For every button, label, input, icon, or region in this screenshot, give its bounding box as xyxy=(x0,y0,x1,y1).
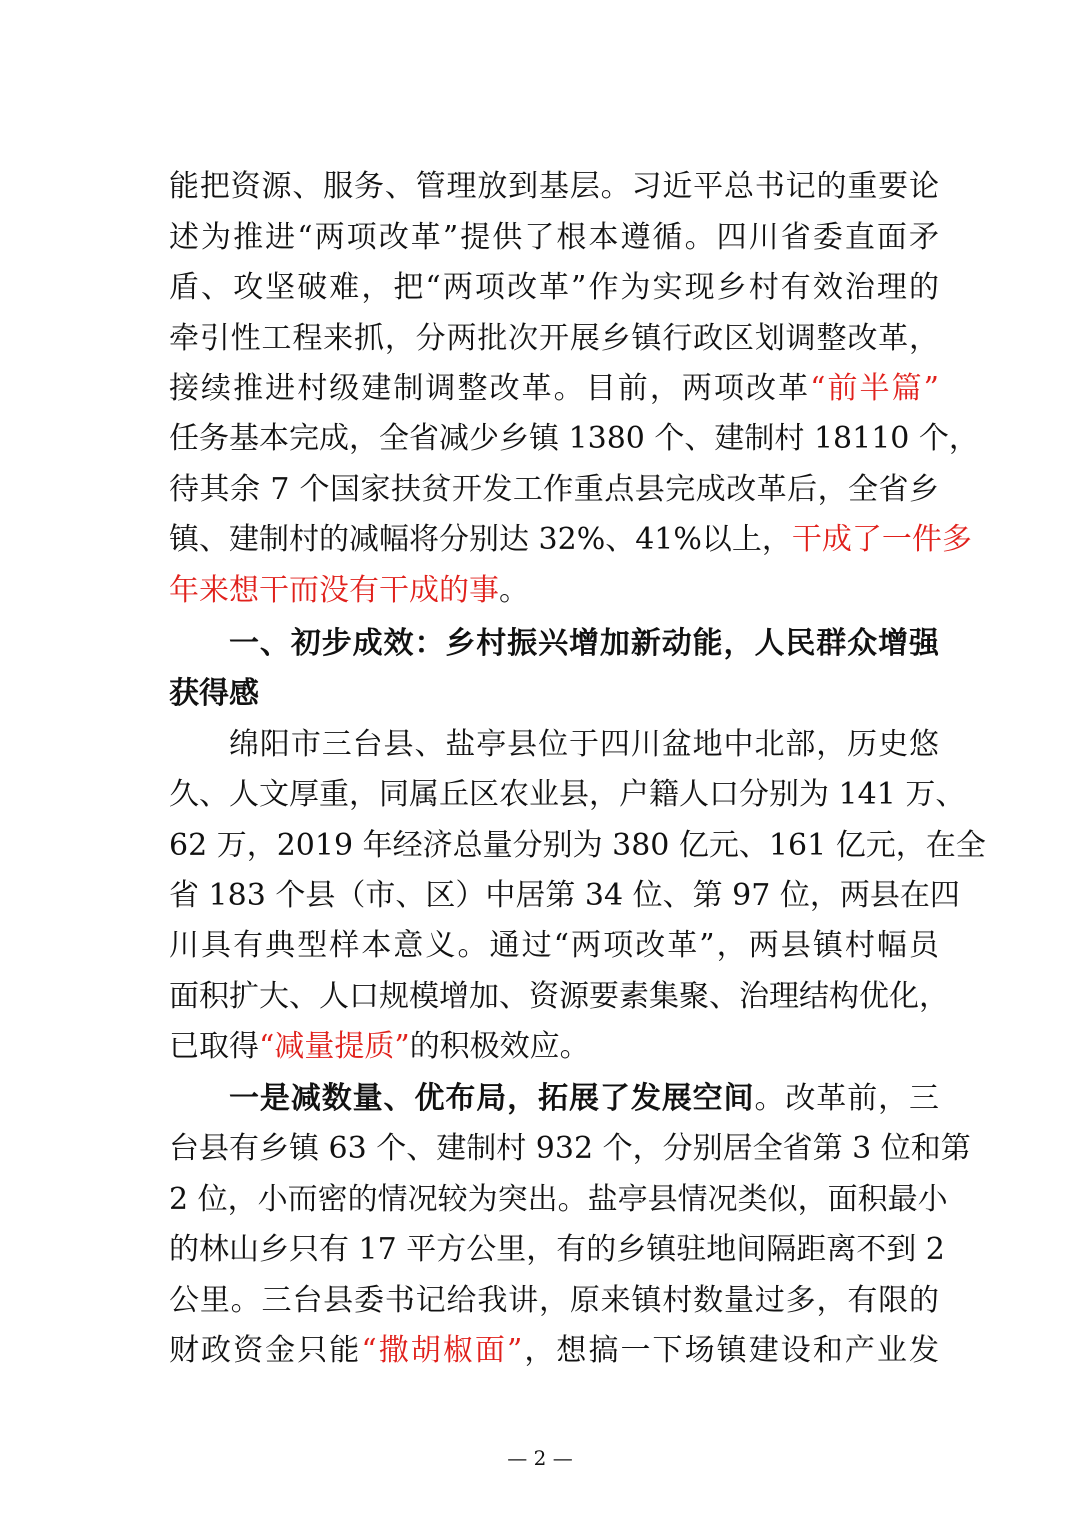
body-line-11 xyxy=(169,769,966,821)
section-heading-line-2 xyxy=(169,668,939,720)
text-segment: 接续推进村级建制调整改革。目前，两项改革 xyxy=(169,371,811,406)
section-heading-line-1 xyxy=(229,618,939,670)
text-segment: 述为推进“两项改革”提供了根本遵循。四川省委直面矛 xyxy=(169,220,939,255)
text-segment: 公里。三台县委书记给我讲，原来镇村数量过多，有限的 xyxy=(169,1283,939,1318)
body-line-1 xyxy=(169,161,939,213)
highlighted-phrase: “撒胡椒面” xyxy=(361,1333,523,1368)
text-segment: 。改革前，三 xyxy=(754,1081,940,1116)
section-heading: 一、初步成效：乡村振兴增加新动能，人民群众增强 xyxy=(229,626,939,661)
body-line-22 xyxy=(169,1325,939,1377)
body-line-5 xyxy=(169,363,939,415)
text-segment: 绵阳市三台县、盐亭县位于四川盆地中北部，历史悠 xyxy=(229,727,939,762)
text-segment: 财政资金只能 xyxy=(169,1333,362,1368)
body-line-15 xyxy=(169,971,949,1023)
section-heading: 获得感 xyxy=(169,676,259,711)
body-line-19 xyxy=(169,1174,948,1226)
body-line-10 xyxy=(229,719,939,771)
page-number: — 2 — xyxy=(507,1446,573,1470)
body-line-21 xyxy=(169,1275,939,1327)
body-line-12 xyxy=(169,820,986,872)
body-line-18 xyxy=(169,1123,971,1175)
body-line-2 xyxy=(169,212,939,264)
text-segment: 面积扩大、人口规模增加、资源要素集聚、治理结构优化， xyxy=(169,979,949,1014)
highlighted-phrase: “前半篇” xyxy=(810,371,939,406)
text-segment: 已取得 xyxy=(169,1029,259,1064)
text-segment: 2 位，小而密的情况较为突出。盐亭县情况类似，面积最小 xyxy=(169,1182,948,1217)
body-line-13 xyxy=(169,870,960,922)
text-segment: 62 万，2019 年经济总量分别为 380 亿元、161 亿元，在全 xyxy=(169,828,986,863)
text-segment: 镇、建制村的减幅将分别达 32%、41%以上， xyxy=(169,522,792,557)
text-segment: 任务基本完成，全省减少乡镇 1380 个、建制村 18110 个， xyxy=(169,421,979,456)
text-segment: 盾、攻坚破难，把“两项改革”作为实现乡村有效治理的 xyxy=(169,270,939,305)
text-segment: 待其余 7 个国家扶贫开发工作重点县完成改革后，全省乡 xyxy=(169,472,939,507)
body-line-6 xyxy=(169,413,979,465)
body-line-7 xyxy=(169,464,939,516)
body-line-17 xyxy=(229,1073,939,1125)
text-segment: 的林山乡只有 17 平方公里，有的乡镇驻地间隔距离不到 2 xyxy=(169,1232,945,1267)
text-segment: 。 xyxy=(499,573,529,608)
highlighted-phrase: 干成了一件多 xyxy=(791,522,972,557)
text-segment: 能把资源、服务、管理放到基层。习近平总书记的重要论 xyxy=(169,169,939,204)
body-line-3 xyxy=(169,262,939,314)
body-line-8 xyxy=(169,514,972,566)
highlighted-phrase: “减量提质” xyxy=(259,1029,410,1064)
body-line-16 xyxy=(169,1021,939,1073)
bold-lead-phrase: 一是减数量、优布局，拓展了发展空间 xyxy=(229,1081,755,1116)
text-segment: 台县有乡镇 63 个、建制村 932 个，分别居全省第 3 位和第 xyxy=(169,1131,971,1166)
text-segment: ，想搞一下场镇建设和产业发 xyxy=(522,1333,939,1368)
text-segment: 牵引性工程来抓，分两批次开展乡镇行政区划调整改革， xyxy=(169,321,939,356)
text-segment: 久、人文厚重，同属丘区农业县，户籍人口分别为 141 万、 xyxy=(169,777,966,812)
highlighted-phrase: 年来想干而没有干成的事 xyxy=(169,573,499,608)
body-line-20 xyxy=(169,1224,945,1276)
body-line-9 xyxy=(169,565,939,617)
text-segment: 的积极效应。 xyxy=(409,1029,590,1064)
body-line-14 xyxy=(169,920,939,972)
text-segment: 省 183 个县（市、区）中居第 34 位、第 97 位，两县在四 xyxy=(169,878,960,913)
text-segment: 川具有典型样本意义。通过“两项改革”，两县镇村幅员 xyxy=(169,928,939,963)
body-line-4 xyxy=(169,313,939,365)
